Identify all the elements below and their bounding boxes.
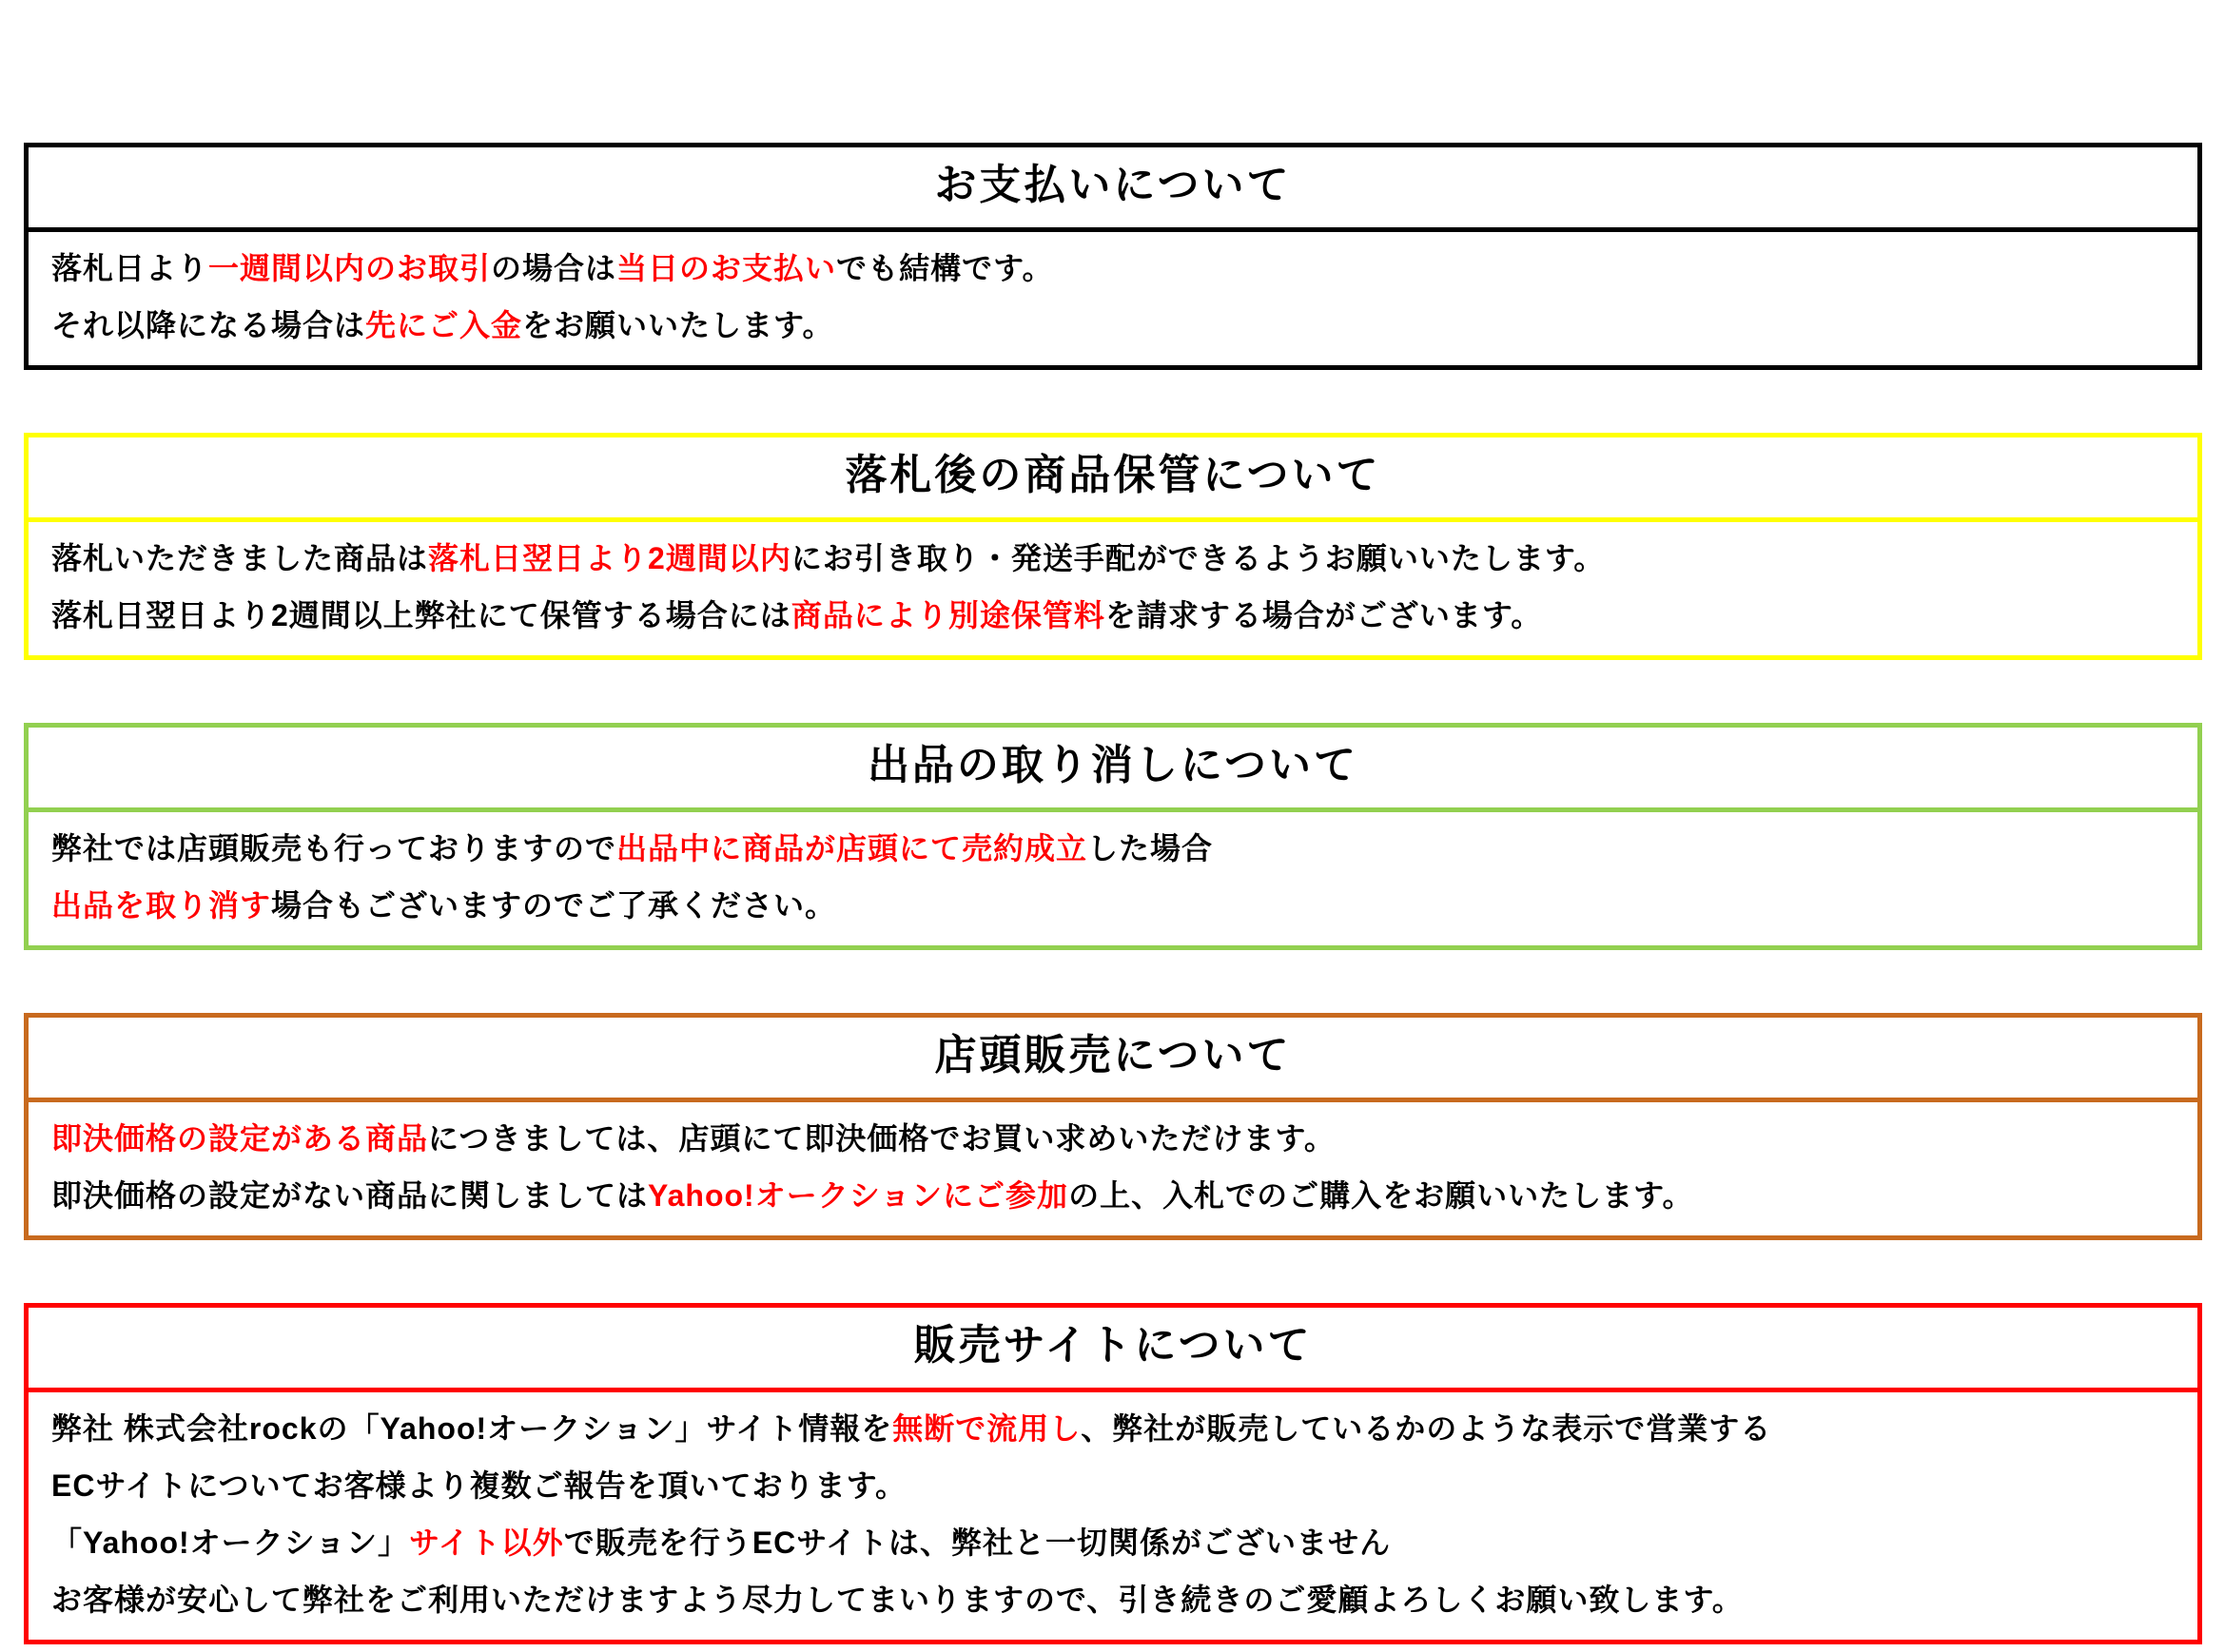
notice-line [51, 1571, 2169, 1628]
section-body [29, 1102, 2197, 1235]
section-title: 落札後の商品保管について [845, 452, 1381, 498]
plain-text: 弊社 株式会社rockの「Yahoo!オークション」サイト情報を [51, 1411, 893, 1446]
highlight-text: 商品により別途保管料 [790, 598, 1105, 632]
notice-section-listing-cancellation [24, 723, 2202, 950]
highlight-text: サイト以外 [409, 1526, 564, 1560]
section-header [29, 1018, 2197, 1102]
plain-text: 、弊社が販売しているかのような表示で営業する [1081, 1411, 1772, 1446]
notice-section-storage [24, 433, 2202, 660]
notice-line [51, 297, 2169, 354]
highlight-text: 出品を取り消す [51, 888, 272, 923]
notice-section-in-store-sales [24, 1013, 2202, 1240]
plain-text: 落札日より [51, 251, 209, 285]
notice-line [51, 240, 2169, 297]
plain-text: お客様が安心して弊社をご利用いただけますよう尽力してまいりますので、引き続きのご愛顧よろしくお願い致します。 [51, 1583, 1744, 1617]
notice-line [51, 1167, 2169, 1224]
section-title: お支払いについて [934, 162, 1292, 208]
highlight-text: 無断で流用し [892, 1411, 1082, 1446]
plain-text: 場合もございますのでご了承ください。 [271, 888, 837, 923]
section-body [29, 522, 2197, 655]
notice-line [51, 1514, 2169, 1571]
highlight-text: 当日のお支払い [616, 251, 837, 285]
plain-text: を請求する場合がございます。 [1104, 598, 1543, 632]
section-header [29, 728, 2197, 812]
notice-line [51, 1110, 2169, 1167]
highlight-text: 一週間以内のお取引 [208, 251, 492, 285]
highlight-text: 先にご入金 [365, 308, 523, 342]
plain-text: 弊社では店頭販売も行っておりますので [51, 831, 617, 865]
plain-text: で販売を行うECサイトは、弊社と一切関係がございません [563, 1526, 1392, 1560]
section-title: 出品の取り消しについて [867, 742, 1359, 788]
plain-text: それ以降になる場合は [51, 308, 366, 342]
section-header [29, 147, 2197, 232]
notice-section-sales-site [24, 1303, 2202, 1644]
section-body [29, 1392, 2197, 1640]
section-body [29, 812, 2197, 945]
plain-text: にお引き取り・発送手配ができるようお願いいたします。 [790, 541, 1606, 575]
notice-section-payment [24, 143, 2202, 370]
notice-line [51, 877, 2169, 934]
plain-text: をお願いいたします。 [522, 308, 834, 342]
section-title: 販売サイトについて [913, 1322, 1313, 1369]
notice-line [51, 1400, 2169, 1457]
section-header [29, 1308, 2197, 1392]
plain-text: 即決価格の設定がない商品に関しましては [51, 1178, 649, 1213]
notice-line [51, 1457, 2169, 1514]
highlight-text: 即決価格の設定がある商品 [51, 1121, 429, 1156]
plain-text: した場合 [1087, 831, 1214, 865]
section-title: 店頭販売について [934, 1032, 1292, 1079]
highlight-text: Yahoo!オークションにご参加 [648, 1178, 1069, 1213]
section-header [29, 437, 2197, 522]
plain-text: につきましては、店頭にて即決価格でお買い求めいただけます。 [428, 1121, 1336, 1156]
highlight-text: 落札日翌日より2週間以内 [428, 541, 791, 575]
plain-text: の場合は [491, 251, 617, 285]
notice-line [51, 530, 2169, 587]
plain-text: 落札日翌日より2週間以上弊社にて保管する場合には [51, 598, 791, 632]
plain-text: 落札いただきました商品は [51, 541, 429, 575]
highlight-text: 出品中に商品が店頭にて売約成立 [616, 831, 1088, 865]
plain-text: でも結構です。 [836, 251, 1054, 285]
plain-text: の上、入札でのご購入をお願いいたします。 [1068, 1178, 1694, 1213]
notice-line [51, 587, 2169, 644]
plain-text: ECサイトについてお客様より複数ご報告を頂いております。 [51, 1468, 908, 1503]
plain-text: 「Yahoo!オークション」 [51, 1526, 410, 1560]
section-body [29, 232, 2197, 365]
notice-line [51, 820, 2169, 877]
